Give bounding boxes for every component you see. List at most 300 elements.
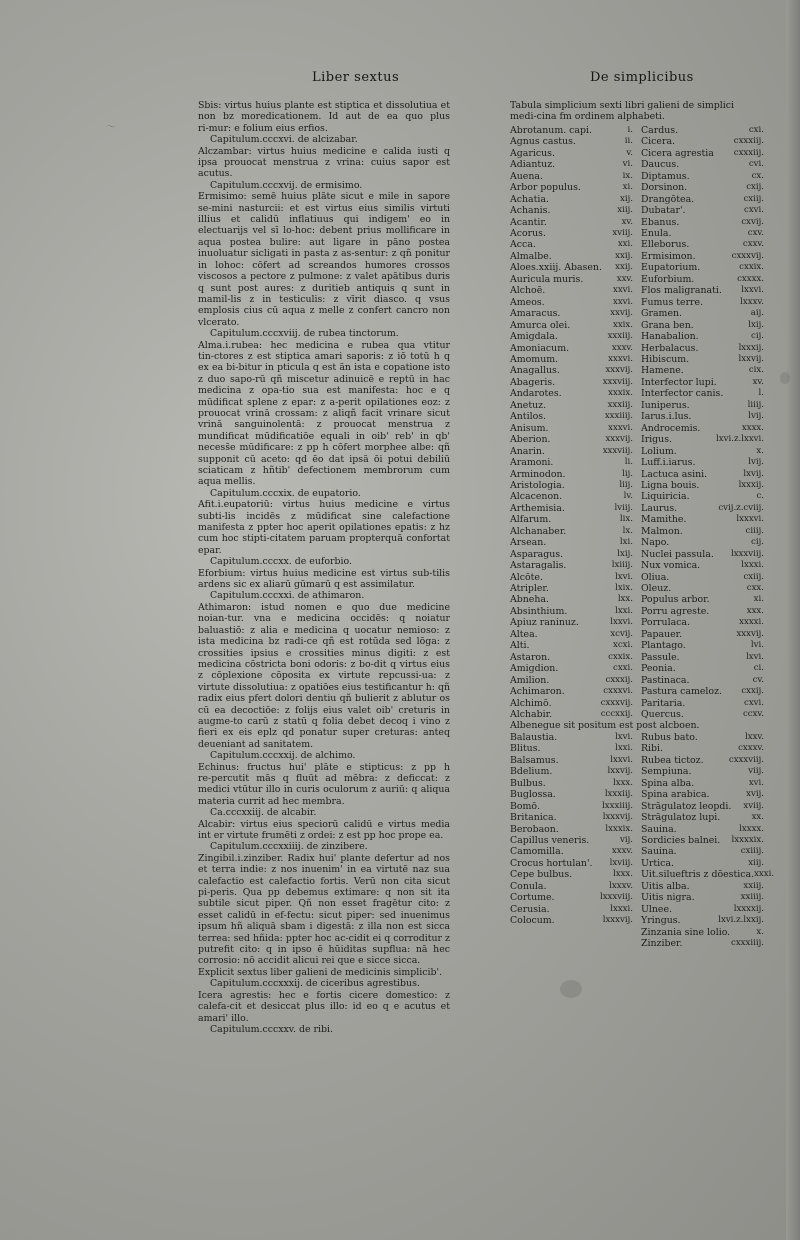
index-entry-name: Conula. — [510, 880, 547, 892]
index-entry-name: Herbalacus. — [641, 342, 699, 354]
running-header-right: De simplicibus — [590, 70, 694, 85]
index-entry-chapter: lxxxix. — [605, 823, 633, 834]
chapter-heading: Capitulum.cccxvi. de alcizabar. — [210, 134, 358, 146]
index-entry-chapter: lvij. — [748, 457, 764, 468]
index-entry — [641, 778, 772, 789]
index-entry-chapter: xiij. — [748, 857, 764, 868]
index-entry — [641, 434, 772, 445]
index-entry-name: Adiantuz. — [510, 159, 556, 171]
index-entry — [641, 182, 772, 193]
index-entry-name: Amurca olei. — [510, 319, 571, 331]
index-entry-name: Paritaria. — [641, 697, 686, 709]
index-entry-chapter: lxix. — [615, 583, 633, 594]
chapter-heading: Capitulum.cccxix. de eupatorio. — [210, 487, 361, 499]
index-entry — [641, 904, 772, 915]
index-entry-chapter: cxiiij. — [740, 846, 764, 857]
index-entry-name: Absinthium. — [510, 605, 568, 617]
index-entry-chapter: lxvi. — [746, 651, 764, 662]
index-entry-chapter: xcvij. — [610, 628, 633, 639]
index-entry — [641, 491, 772, 502]
index-entry — [641, 927, 772, 938]
index-entry-chapter: cxxxviij. — [728, 754, 764, 765]
index-entry — [641, 400, 772, 411]
index-entry — [510, 812, 641, 823]
index-entry — [641, 652, 772, 663]
index-column-b — [641, 125, 772, 721]
index-entry-chapter: cxvi. — [744, 205, 764, 216]
index-entry-chapter: lxxvi. — [741, 285, 764, 296]
index-entry-chapter: xxxvij. — [736, 628, 764, 639]
index-entry-name: Arthemisia. — [510, 502, 565, 514]
index-entry — [641, 858, 772, 869]
index-entry — [510, 125, 641, 136]
index-entry — [641, 526, 772, 537]
running-header-left: Liber sextus — [312, 70, 400, 85]
index-entry-name: Irigus. — [641, 434, 673, 446]
index-entry-chapter: lviij. — [614, 502, 633, 513]
index-entry-name: Aberion. — [510, 434, 551, 446]
index-entry-name: Strāgulatoz lupi. — [641, 812, 721, 824]
index-entry-chapter: cxxxvij. — [731, 250, 764, 261]
index-entry — [641, 377, 772, 388]
index-entry — [510, 136, 641, 147]
index-entry-chapter: cvi. — [748, 159, 764, 170]
index-entry-chapter: cxxij. — [741, 686, 764, 697]
index-entry-chapter: lxxxviij. — [599, 892, 633, 903]
index-entry-chapter: lxx. — [617, 594, 633, 605]
index-entry-name: Asparagus. — [510, 548, 564, 560]
index-entry-name: Ameos. — [510, 296, 545, 308]
index-entry-name: Cardus. — [641, 124, 679, 136]
index-entry-name: Cerusia. — [510, 903, 550, 915]
index-entry-chapter: cxxxvi. — [603, 686, 633, 697]
index-entry — [641, 239, 772, 250]
index-entry-name: Achimaron. — [510, 686, 565, 698]
index-entry — [641, 148, 772, 159]
index-entry-name: Rubus bato. — [641, 731, 698, 743]
index-entry — [510, 171, 641, 182]
margin-ghost-note: ～ — [105, 122, 115, 133]
index-entry-name: Amigdala. — [510, 331, 558, 343]
index-entry — [510, 159, 641, 170]
index-entry — [641, 423, 772, 434]
index-entry-chapter: lxxv. — [744, 731, 764, 742]
index-entry — [641, 503, 772, 514]
index-entry-chapter: cix. — [748, 365, 764, 376]
index-entry-name: Diptamus. — [641, 170, 690, 182]
index-entry-chapter: lvi. — [750, 640, 764, 651]
index-entry-chapter: xxxiij. — [607, 331, 633, 342]
index-entry-chapter: lxxxviij. — [730, 548, 764, 559]
index-entry-chapter: lxxxi. — [610, 903, 633, 914]
index-entry-name: Amoniacum. — [510, 342, 570, 354]
index-entry-name: Achatia. — [510, 193, 549, 205]
index-entry-name: Sauina. — [641, 823, 677, 835]
index-entry — [510, 423, 641, 434]
index-entry — [641, 343, 772, 354]
index-entry-chapter: xxvi. — [612, 296, 633, 307]
paragraph: Alcabir: virtus eius speciorū calidū e virtus media int er virtute frumēti z ordei: z est pp hoc prope ea. — [198, 818, 450, 841]
index-entry — [641, 881, 772, 892]
index-entry — [510, 526, 641, 537]
index-entry-chapter: cxxxv. — [738, 743, 764, 754]
index-entry-chapter: lij. — [622, 468, 633, 479]
index-entry — [510, 217, 641, 228]
index-entry-chapter: xxxvij. — [605, 434, 633, 445]
index-entry-name: Buglossa. — [510, 789, 556, 801]
paragraph: Ermisimo: semē huius plāte sicut e mile in sapore se‑mini nasturcii: et est virtus eius similis virtuti illius et calidū inflatiuus qui indigem' eo in electuarijs vel sī lo‑hoc: debent prius mollificare in aqua postea bulire: aut ligare in pāno postea inuoluatur sicligati in pasta z as‑sentur: z qñ ponitur in lohoc: cōfert ad screandos humores crossos viscosos a pectore z pulmone: z valet apātibus duris q sunt post aures: z duritieb antiquis q sunt in mamil‑lis z in testiculis: z vīrit diasco. q vsus emplosis cius cū aqua z melle z confert cancro non vlcerato. — [198, 191, 450, 328]
index-entry-chapter: cxxv. — [742, 239, 764, 250]
index-entry-name: Cicera agrestia — [641, 147, 714, 159]
index-entry-name: Capillus veneris. — [510, 835, 590, 846]
index-entry-chapter: cxiij. — [743, 571, 764, 582]
index-entry — [641, 125, 772, 136]
index-entry — [641, 606, 772, 617]
index-entry-chapter: cxxix. — [608, 651, 633, 662]
index-entry — [510, 858, 641, 869]
index-entry — [641, 560, 772, 571]
index-entry-chapter: xv. — [621, 216, 633, 227]
index-entry-chapter: lxxxij. — [738, 342, 764, 353]
index-entry-name: Amilion. — [510, 674, 550, 686]
index-entry — [510, 503, 641, 514]
index-entry — [641, 354, 772, 365]
index-entry-name: Nux vomica. — [641, 560, 701, 572]
index-entry-name: Elleborus. — [641, 239, 690, 251]
index-entry-chapter: l. — [758, 388, 764, 399]
index-entry-name: Bulbus. — [510, 777, 546, 789]
index-entry-chapter: xvi. — [748, 777, 764, 788]
index-entry-chapter: lxxxxij. — [733, 903, 764, 914]
index-entry — [510, 457, 641, 468]
chapter-heading: Capitulum.cccxxxij. de ciceribus agrestibus. — [210, 978, 420, 990]
index-entry-chapter: xxiiij. — [740, 892, 764, 903]
index-entry-name: Cicera. — [641, 136, 676, 148]
index-entry — [510, 205, 641, 216]
index-entry-chapter: lxxvi. — [610, 754, 633, 765]
index-entry — [641, 583, 772, 594]
index-entry-name: Blitus. — [510, 743, 541, 755]
index-entry-chapter: lxxxiiij. — [602, 800, 633, 811]
index-entry-name: Oliua. — [641, 571, 670, 583]
index-entry-name: Laurus. — [641, 502, 678, 514]
index-entry-name: Hamene. — [641, 365, 684, 377]
index-entry-chapter: xxix. — [612, 319, 633, 330]
index-entry-name: Interfector canis. — [641, 388, 724, 400]
index-entry — [510, 698, 641, 709]
index-entry-chapter: xxx. — [746, 605, 764, 616]
index-entry-name: Alchoē. — [510, 285, 546, 297]
index-entry-name: Abneha. — [510, 594, 549, 606]
chapter-heading: Capitulum.cccxxi. de athimaron. — [210, 590, 365, 602]
index-entry-name: Gramen. — [641, 308, 683, 320]
index-entry-chapter: i. — [627, 124, 633, 135]
index-entry-name: Antilos. — [510, 411, 547, 423]
index-entry — [510, 262, 641, 273]
index-entry-name: Astaragalis. — [510, 560, 567, 572]
index-entry-chapter: xxi. — [617, 239, 633, 250]
index-entry — [641, 549, 772, 560]
index-entry-name: Acca. — [510, 239, 536, 251]
index-entry-chapter: xi. — [753, 594, 764, 605]
index-entry — [641, 469, 772, 480]
index-entry-chapter: lxxx. — [612, 777, 633, 788]
index-entry-name: Zinziber. — [641, 938, 683, 950]
index-entry-name: Alcacenon. — [510, 491, 563, 503]
index-entry-chapter: x. — [756, 926, 764, 937]
index-entry-name: Interfector lupi. — [641, 376, 717, 388]
index-entry-name: Astaron. — [510, 651, 551, 663]
index-entry-chapter: xxxiij. — [607, 399, 633, 410]
index-entry-chapter: vi. — [622, 159, 633, 170]
index-entry-name: Yringus. — [641, 915, 681, 927]
index-entry-name: Colocum. — [510, 915, 555, 927]
index-entry — [510, 686, 641, 697]
index-entry-name: Aloes.xxiij. Abasen. — [510, 262, 602, 274]
index-entry-chapter: cxxxij. — [605, 674, 633, 685]
index-entry-name: Malmon. — [641, 525, 683, 537]
index-entry-chapter: xxij. — [615, 250, 633, 261]
index-entry-chapter: viij. — [748, 766, 764, 777]
index-entry-chapter: lxxvij. — [738, 353, 764, 364]
index-entry — [641, 755, 772, 766]
index-entry-name: Arsean. — [510, 537, 547, 549]
page-edge — [786, 0, 800, 1240]
index-entry — [510, 365, 641, 376]
index-entry — [510, 572, 641, 583]
index-entry — [510, 297, 641, 308]
index-entry-name: Aramoni. — [510, 457, 554, 469]
index-entry-name: Porru agreste. — [641, 605, 710, 617]
index-entry-chapter: xxxix. — [608, 388, 633, 399]
index-entry-chapter: cxi. — [748, 124, 764, 135]
index-entry-name: Plantago. — [641, 640, 686, 652]
right-index-column — [510, 100, 775, 950]
index-entry — [641, 789, 772, 800]
index-entry-chapter: lvij. — [748, 411, 764, 422]
index-entry — [510, 652, 641, 663]
index-entry-name: Mamithe. — [641, 514, 687, 526]
index-entry-chapter: cxx. — [746, 583, 764, 594]
index-entry — [510, 354, 641, 365]
chapter-heading: Capitulum.cccxxij. de alchimo. — [210, 750, 356, 762]
index-entry-chapter: cij. — [751, 331, 764, 342]
index-entry — [510, 308, 641, 319]
index-entry-chapter: lxxxi. — [741, 560, 764, 571]
index-entry-name: Anisum. — [510, 422, 549, 434]
index-entry-chapter: lxxi. — [615, 605, 633, 616]
index-entry-name: Sordicies balnei. — [641, 835, 721, 846]
index-entry-chapter: lxxxx. — [739, 823, 764, 834]
index-entry-name: Bdelium. — [510, 766, 553, 778]
index-entry-name: Ligna bouis. — [641, 479, 700, 491]
index-entry-chapter: xviij. — [612, 227, 633, 238]
index-entry-name: Altea. — [510, 628, 538, 640]
index-entry — [641, 136, 772, 147]
index-entry — [510, 915, 641, 926]
index-entry — [510, 469, 641, 480]
index-entry-chapter: lv. — [623, 491, 633, 502]
index-entry-chapter: vij. — [620, 835, 633, 845]
index-entry — [641, 846, 772, 857]
index-entry — [510, 675, 641, 686]
index-entry-chapter: ii. — [624, 136, 633, 147]
index-entry — [510, 239, 641, 250]
index-entry-name: Balsamus. — [510, 754, 559, 766]
index-entry-chapter: lxvij. — [743, 468, 764, 479]
index-entry — [510, 148, 641, 159]
index-entry-name: Rubea tictoz. — [641, 754, 704, 766]
index-entry-chapter: lxij. — [748, 319, 764, 330]
index-entry-chapter: cij. — [751, 537, 764, 548]
index-entry-name: Enula. — [641, 227, 672, 239]
index-entry — [510, 835, 641, 846]
index-entry — [641, 938, 772, 949]
index-entry — [510, 755, 641, 766]
index-list-top — [510, 125, 772, 721]
index-entry-chapter: lxxxvi. — [736, 514, 764, 525]
index-entry-chapter: xxij. — [615, 262, 633, 273]
paragraph: Zingibil.i.zinziber. Radix hui' plante defertur ad nos et terra indie: z nos inuenim' in ea virtutē naz sua calefactio est calefactio fortis. Verū non cita sicut pi‑peris. Qua pp debemus extimare: q non sit ita subtile sicut piper. Qñ non esset fragētur cito: z esset calidū in ef‑fectu: sicut piper: sed inuenimus ipsum hñ aliquā sbam i digestā: z illa non est sicca terrea: sed hñida: ppter hoc ac‑cidit ei q corroditur z putrefit cito: q in ipso ē hūiditas supflua: nā hec corrosio: nō accidit alicui rei que e sicce sicca. — [198, 852, 450, 967]
index-entry — [641, 732, 772, 743]
index-entry — [510, 881, 641, 892]
paragraph: Sbis: virtus huius plante est stiptica et dissolutiua et non bz moredicationem. Id aut de ea quo plus ri‑mur: e folium eius erfios. — [198, 100, 450, 134]
index-entry — [641, 217, 772, 228]
index-entry-name: Abrotanum. capi. — [510, 124, 592, 136]
index-entry — [641, 480, 772, 491]
index-entry-chapter: lxxxvij. — [602, 812, 633, 823]
index-entry-chapter: cxxix. — [739, 262, 764, 273]
index-entry-name: Populus arbor. — [641, 594, 710, 606]
index-entry-chapter: xvij. — [746, 789, 764, 800]
index-entry — [510, 549, 641, 560]
index-entry-name: Flos maligranati. — [641, 285, 722, 297]
index-entry — [510, 480, 641, 491]
index-entry-name: Sempiuna. — [641, 766, 692, 778]
index-entry — [641, 285, 772, 296]
index-entry — [641, 640, 772, 651]
index-entry-chapter: lxvi.z.lxxij. — [718, 915, 764, 926]
index-entry-chapter: lx. — [622, 525, 633, 536]
index-entry — [641, 457, 772, 468]
index-entry — [510, 732, 641, 743]
index-entry-name: Amigdion. — [510, 663, 559, 675]
index-entry-name: Achanis. — [510, 205, 551, 217]
index-entry-chapter: li. — [624, 457, 633, 468]
index-entry-name: Camomilla. — [510, 846, 564, 858]
index-entry-name: Berobaon. — [510, 823, 559, 835]
index-entry — [510, 251, 641, 262]
index-entry-chapter: lxvi. — [615, 571, 633, 582]
index-entry-chapter: cxij. — [746, 182, 764, 193]
index-entry-chapter: cxxxvij. — [600, 697, 633, 708]
index-entry-chapter: cxvij. — [741, 216, 764, 227]
index-entry-chapter: aij. — [750, 308, 764, 319]
index-entry-chapter: xxxvi. — [608, 422, 633, 433]
index-entry-name: Euforbium. — [641, 273, 695, 285]
index-entry-chapter: lxxxiij. — [604, 789, 633, 800]
index-entry-chapter: lxxxv. — [609, 880, 633, 891]
index-entry — [510, 778, 641, 789]
index-entry-chapter: xxvij. — [610, 308, 633, 319]
index-entry — [641, 194, 772, 205]
index-entry — [510, 663, 641, 674]
index-entry-name: Agnus castus. — [510, 136, 576, 148]
index-entry-chapter: cx. — [751, 170, 764, 181]
index-entry — [510, 182, 641, 193]
index-entry-chapter: xxxx. — [741, 422, 764, 433]
index-entry-chapter: lxxx. — [612, 869, 633, 880]
index-entry — [510, 743, 641, 754]
paragraph: Icera agrestis: hec e fortis cicere domestico: z calefa‑cit et desiccat plus illo: id eo q e acutus et amari' illo. — [198, 989, 450, 1024]
index-entry-chapter: lxxxvij. — [602, 915, 633, 926]
index-entry — [510, 343, 641, 354]
index-entry-chapter: cxxxiij. — [733, 147, 764, 158]
index-entry-name: Anagallus. — [510, 365, 560, 377]
index-entry-chapter: cxxxiij. — [733, 136, 764, 147]
index-entry — [510, 434, 641, 445]
index-entry — [641, 446, 772, 457]
index-entry-chapter: cv. — [752, 674, 764, 685]
index-entry-name: Ribi. — [641, 743, 664, 755]
index-entry — [641, 835, 772, 846]
index-entry-name: Bomō. — [510, 800, 541, 812]
index-entry-name: Porrulaca. — [641, 617, 690, 629]
index-entry-name: Ulnee. — [641, 903, 673, 915]
index-entry-name: Abageris. — [510, 376, 556, 388]
index-entry-chapter: lxxxij. — [738, 479, 764, 490]
index-entry — [510, 285, 641, 296]
index-entry — [641, 617, 772, 628]
index-entry — [641, 331, 772, 342]
index-entry — [641, 365, 772, 376]
index-entry-chapter: x. — [756, 445, 764, 456]
left-text-column — [198, 100, 450, 1035]
index-entry-chapter: v. — [626, 147, 633, 158]
index-entry-chapter: xxxv. — [611, 342, 633, 353]
paragraph: Echinus: fructus hui' plāte e stipticus: z pp h re‑percutit mās q fluūt ad mēbra: z deficcat: z medici vtūtur illo in curis oculorum z auriū: q aliqua materia currit ad hec membra. — [198, 761, 450, 807]
index-entry-chapter: lxxxxix. — [731, 835, 764, 845]
index-entry-name: Daucus. — [641, 159, 680, 171]
index-entry-name: Agaricus. — [510, 147, 555, 159]
index-entry — [641, 537, 772, 548]
index-entry-chapter: lxvi.z.lxxvi. — [716, 434, 764, 445]
index-entry-chapter: lxxvij. — [607, 766, 633, 777]
index-entry-name: Balaustia. — [510, 731, 558, 743]
index-entry — [641, 629, 772, 640]
index-entry — [641, 171, 772, 182]
index-entry-chapter: xxv. — [616, 273, 633, 284]
index-entry-name: Cortume. — [510, 892, 555, 904]
index-entry-name: Dubatar'. — [641, 205, 686, 217]
index-entry-name: Hibiscum. — [641, 353, 690, 365]
index-entry-name: Hanabalion. — [641, 331, 699, 343]
chapter-heading: Ca.cccxxiij. de alcabir. — [210, 807, 317, 819]
index-entry-chapter: ci. — [753, 663, 764, 674]
index-entry — [510, 320, 641, 331]
index-entry — [510, 446, 641, 457]
index-entry-chapter: cxxi. — [613, 663, 633, 674]
index-entry-name: Alchimō. — [510, 697, 552, 709]
index-entry-name: Oleuz. — [641, 583, 672, 595]
ink-stain — [560, 980, 582, 998]
index-entry — [641, 915, 772, 926]
index-entry-name: Pastinaca. — [641, 674, 690, 686]
index-entry-name: Amaracus. — [510, 308, 561, 320]
index-entry-name: Luff.i.iarus. — [641, 457, 696, 469]
index-entry — [510, 766, 641, 777]
index-entry-chapter: lxvi. — [615, 731, 633, 742]
